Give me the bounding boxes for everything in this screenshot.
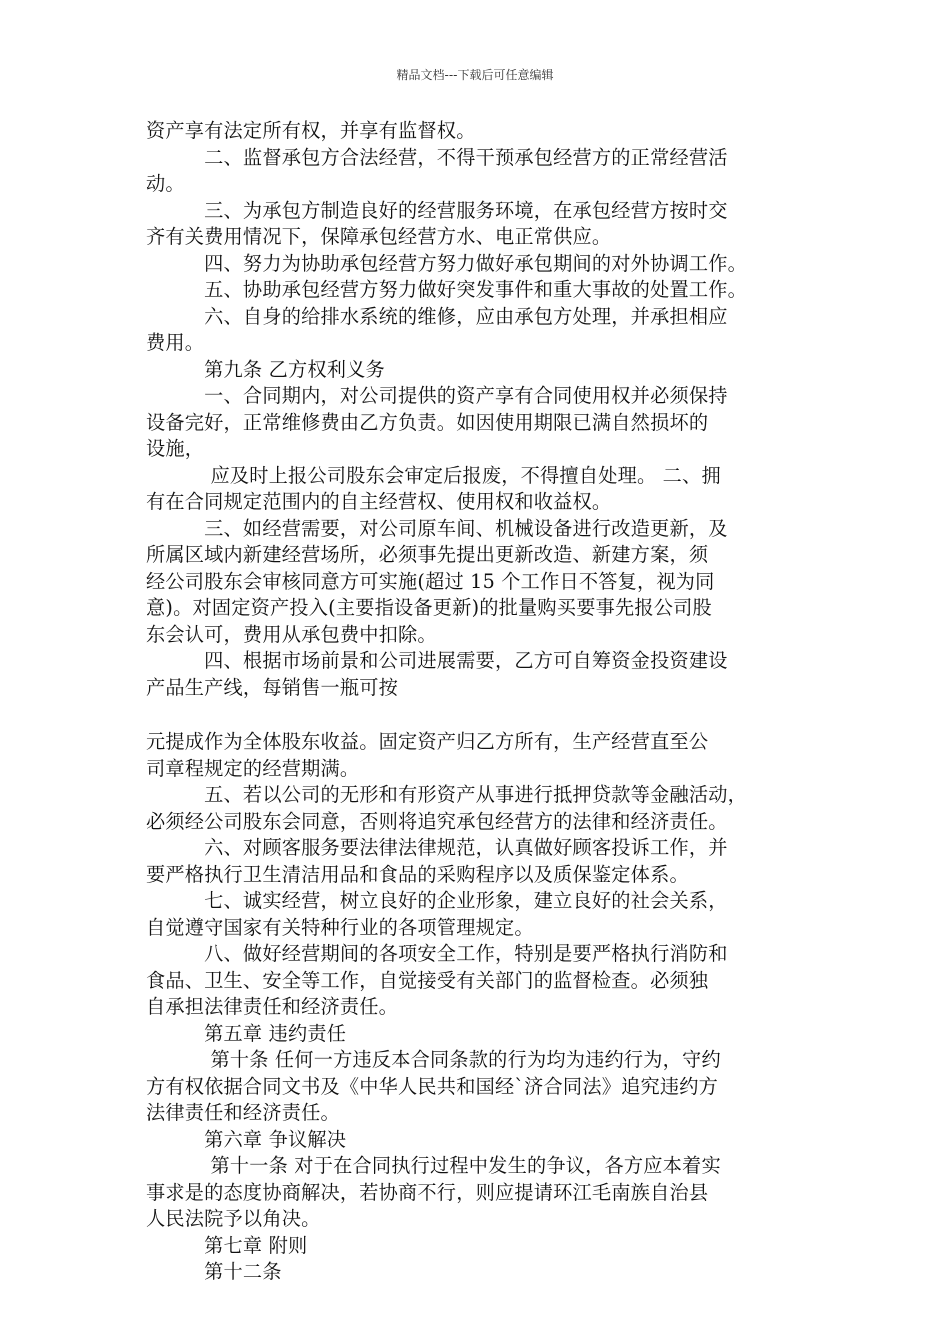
text-line: 八、做好经营期间的各项安全工作，特别是要严格执行消防和 — [146, 942, 728, 965]
section-heading: 第十二条 — [146, 1260, 282, 1283]
text-line: 经公司股东会审核同意方可实施(超过 15 个工作日不答复，视为同 — [146, 569, 715, 593]
text-line: 方有权依据合同文书及《中华人民共和国经`济合同法》追究违约方 — [146, 1074, 719, 1098]
text-line: 三、为承包方制造良好的经营服务环境，在承包经营方按时交 — [146, 198, 728, 222]
blank-line — [146, 701, 816, 729]
text-line: 自承担法律责任和经济责任。 — [146, 995, 399, 1018]
text-line: 必须经公司股东会同意，否则将追究承包经营方的法律和经济责任。 — [146, 809, 728, 833]
text-line: 资产享有法定所有权，并享有监督权。 — [146, 119, 476, 142]
text-line: 七、诚实经营，树立良好的企业形象，建立良好的社会关系， — [146, 889, 728, 912]
text-line: 设施， — [146, 437, 205, 460]
text-line: 齐有关费用情况下，保障承包经营方水、电正常供应。 — [146, 225, 612, 248]
chapter-heading: 第六章 争议解决 — [146, 1127, 347, 1151]
text-line: 五、协助承包经营方努力做好突发事件和重大事故的处置工作。 — [146, 278, 748, 301]
text-line: 设备完好，正常维修费由乙方负责。如因使用期限已满自然损坏的 — [146, 410, 709, 434]
text-line: 元提成作为全体股东收益。固定资产归乙方所有，生产经营直至公 — [146, 730, 709, 753]
chapter-heading: 第七章 附则 — [146, 1233, 308, 1257]
text-line: 自觉遵守国家有关特种行业的各项管理规定。 — [146, 915, 534, 939]
text-line: 第十条 任何一方违反本合同条款的行为均为违约行为，守约 — [146, 1048, 721, 1071]
text-line: 二、监督承包方合法经营，不得干预承包经营方的正常经营活 — [146, 145, 728, 169]
text-line: 第十一条 对于在合同执行过程中发生的争议，各方应本着实 — [146, 1154, 721, 1177]
text-line: 所属区域内新建经营场所，必须事先提出更新改造、新建方案，须 — [146, 543, 709, 566]
document-body — [146, 118, 816, 1286]
text-line: 法律责任和经济责任。 — [146, 1101, 340, 1124]
text-line: 四、根据市场前景和公司进展需要，乙方可自筹资金投资建设 — [146, 649, 728, 672]
text-line: 产品生产线，每销售一瓶可按 — [146, 675, 399, 699]
page-header: 精品文档---下载后可任意编辑 — [396, 68, 554, 82]
text-line: 要严格执行卫生清洁用品和食品的采购程序以及质保鉴定体系。 — [146, 862, 689, 886]
text-line: 四、努力为协助承包经营方努力做好承包期间的对外协调工作。 — [146, 251, 748, 275]
chapter-heading: 第五章 违约责任 — [146, 1021, 347, 1045]
text-line: 五、若以公司的无形和有形资产从事进行抵押贷款等金融活动， — [146, 783, 748, 806]
text-line: 事求是的态度协商解决，若协商不行，则应提请环江毛南族自治县 — [146, 1180, 709, 1204]
text-line: 有在合同规定范围内的自主经营权、使用权和收益权。 — [146, 490, 612, 513]
text-line: 费用。 — [146, 331, 205, 354]
text-line: 三、如经营需要，对公司原车间、机械设备进行改造更新，及 — [146, 516, 728, 540]
text-line: 动。 — [146, 172, 185, 195]
section-heading: 第九条 乙方权利义务 — [146, 357, 385, 381]
text-line: 应及时上报公司股东会审定后报废，不得擅自处理。 二、拥 — [146, 463, 721, 487]
text-line: 食品、卫生、安全等工作，自觉接受有关部门的监督检查。必须独 — [146, 968, 709, 992]
text-line: 东会认可，费用从承包费中扣除。 — [146, 622, 437, 646]
text-line: 司章程规定的经营期满。 — [146, 756, 360, 780]
text-line: 六、自身的给排水系统的维修，应由承包方处理，并承担相应 — [146, 304, 728, 328]
text-line: 六、对顾客服务要法律法律规范，认真做好顾客投诉工作，并 — [146, 836, 728, 859]
text-line: 意)。对固定资产投入(主要指设备更新)的批量购买要事先报公司股 — [146, 596, 712, 619]
text-line: 人民法院予以角决。 — [146, 1207, 321, 1230]
text-line: 一、合同期内，对公司提供的资产享有合同使用权并必须保持 — [146, 384, 728, 407]
